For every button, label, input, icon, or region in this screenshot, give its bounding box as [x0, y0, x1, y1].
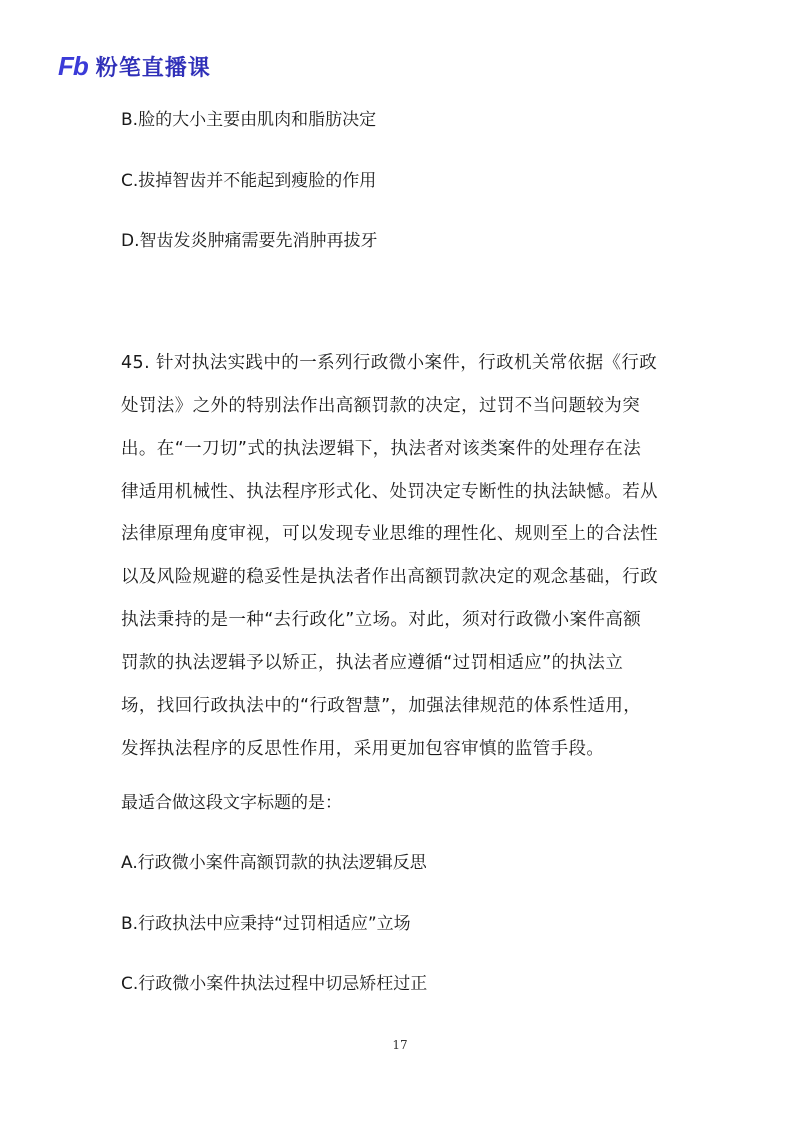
stem-line: 场，找回行政执法中的“行政智慧”，加强法律规范的体系性适用，: [121, 696, 642, 716]
option-a: A.行政微小案件高额罚款的执法逻辑反思: [121, 853, 427, 873]
stem-line: 法律原理角度审视，可以发现专业思维的理性化、规则至上的合法性: [121, 524, 658, 544]
option-c: C.行政微小案件执法过程中切忌矫枉过正: [121, 974, 428, 994]
stem-line: 处罚法》之外的特别法作出高额罚款的决定，过罚不当问题较为突: [121, 396, 641, 416]
stem-line: 发挥执法程序的反思性作用，采用更加包容审慎的监管手段。: [121, 739, 605, 759]
stem-line: 律适用机械性、执法程序形式化、处罚决定专断性的执法缺憾。若从: [121, 482, 658, 502]
logo-mark-text: Fb: [58, 50, 88, 81]
brand-logo: [58, 50, 211, 82]
stem-line: 以及风险规避的稳妥性是执法者作出高额罚款决定的观念基础，行政: [121, 567, 658, 587]
stem-line: 出。在“一刀切”式的执法逻辑下，执法者对该类案件的处理存在法: [121, 439, 642, 459]
fb-logo-icon: [58, 51, 88, 82]
stem-line: 执法秉持的是一种“去行政化”立场。对此，须对行政微小案件高额: [121, 610, 642, 630]
option-d-prev: D.智齿发炎肿痛需要先消肿再拔牙: [121, 231, 378, 251]
page-number: 17: [392, 1038, 408, 1052]
stem-line: 罚款的执法逻辑予以矫正，执法者应遵循“过罚相适应”的执法立: [121, 653, 624, 673]
question-prompt: 最适合做这段文字标题的是：: [121, 793, 342, 813]
option-b: B.行政执法中应秉持“过罚相适应”立场: [121, 914, 411, 934]
logo-text: 粉笔直播课: [95, 55, 211, 81]
option-b-prev: B.脸的大小主要由肌肉和脂肪决定: [121, 110, 377, 130]
stem-line: 45. 针对执法实践中的一系列行政微小案件，行政机关常依据《行政: [121, 353, 658, 373]
option-c-prev: C.拔掉智齿并不能起到瘦脸的作用: [121, 171, 377, 191]
